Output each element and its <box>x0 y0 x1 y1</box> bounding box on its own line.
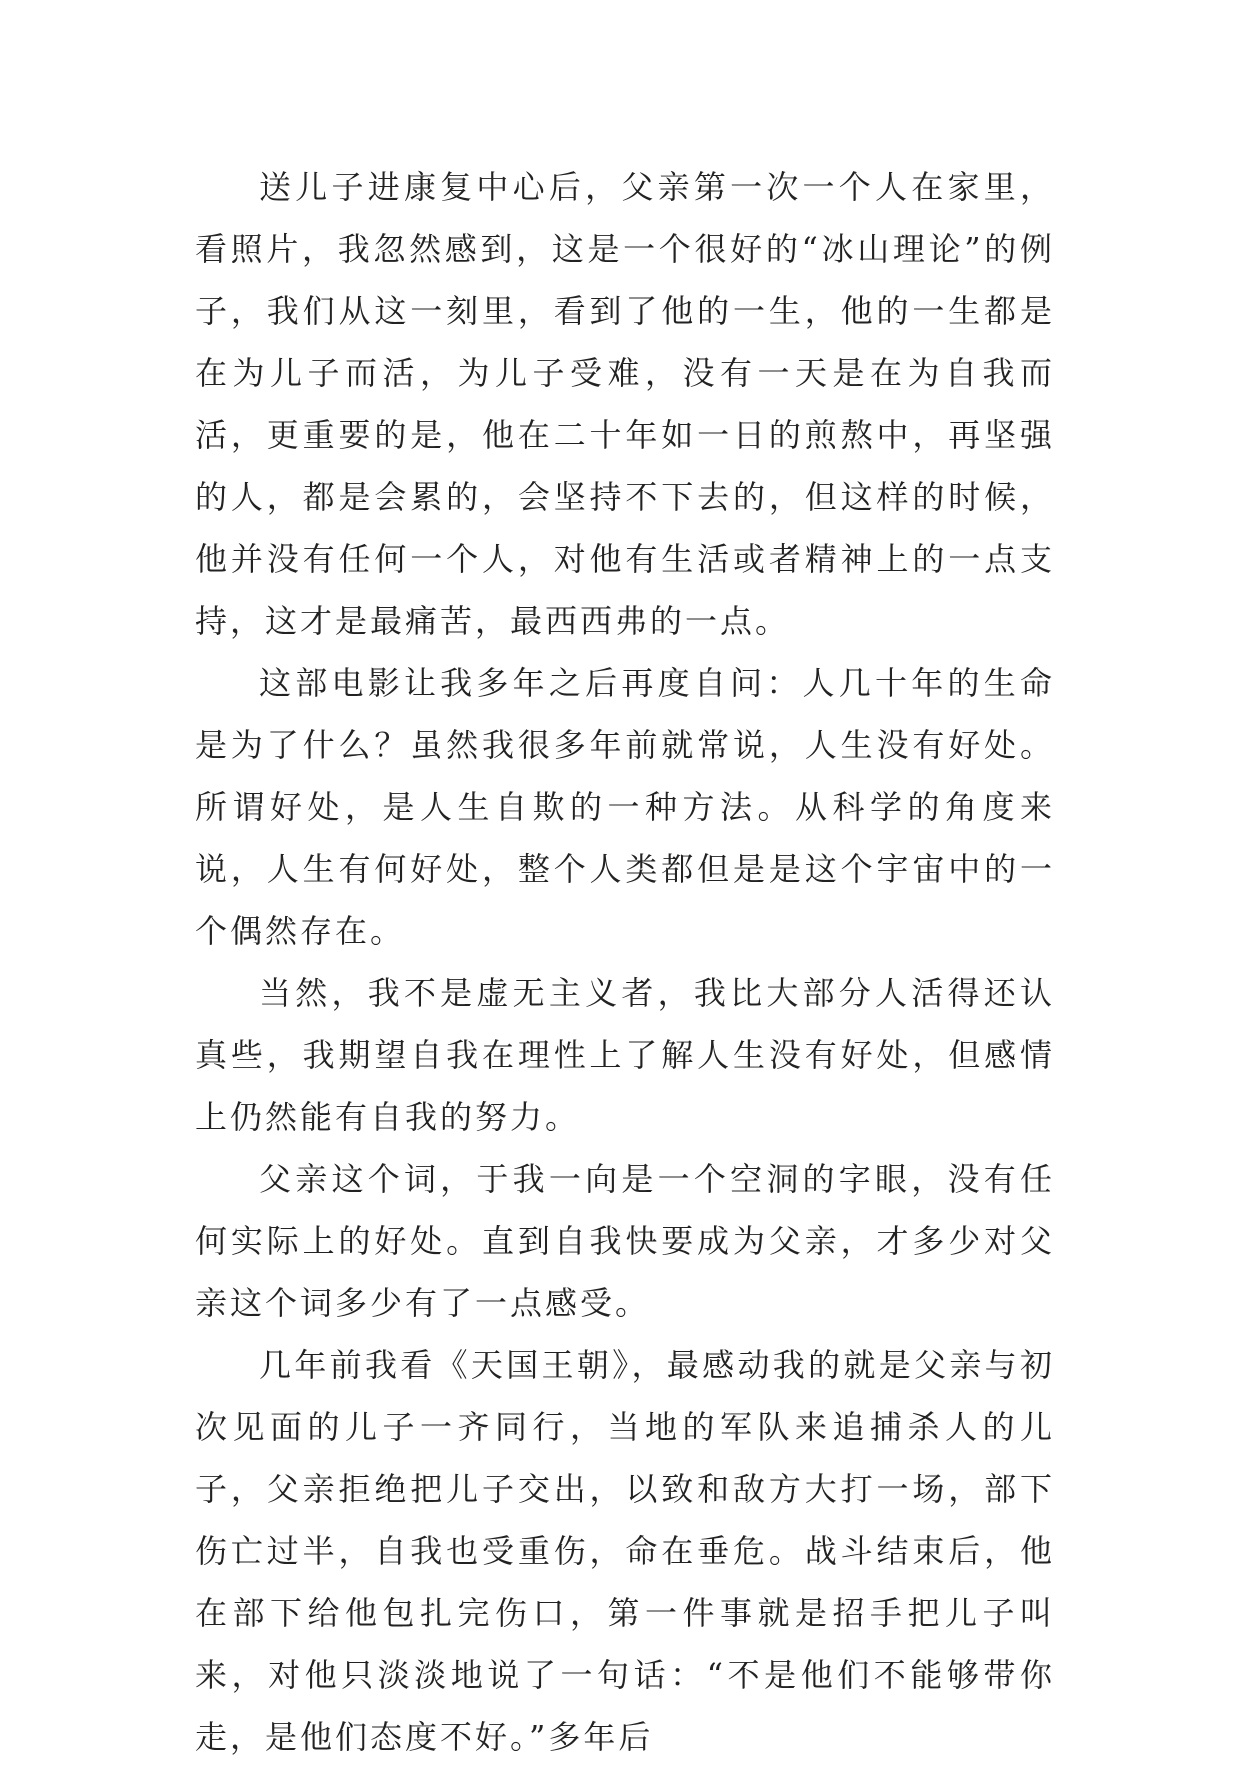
article-body <box>195 156 1055 1768</box>
paragraph: 这部电影让我多年之后再度自问：人几十年的生命是为了什么？虽然我很多年前就常说，人生没有好处。所谓好处，是人生自欺的一种方法。从科学的角度来说，人生有何好处，整个人类都但是是这个宇宙中的一个偶然存在。 <box>195 664 1055 950</box>
paragraph: 送儿子进康复中心后，父亲第一次一个人在家里，看照片，我忽然感到，这是一个很好的“冰山理论”的例子，我们从这一刻里，看到了他的一生，他的一生都是在为儿子而活，为儿子受难，没有一天是在为自我而活，更重要的是，他在二十年如一日的煎熬中，再坚强的人，都是会累的，会坚持不下去的，但这样的时候，他并没有任何一个人，对他有生活或者精神上的一点支持，这才是最痛苦，最西西弗的一点。 <box>195 168 1055 640</box>
paragraph: 几年前我看《天国王朝》，最感动我的就是父亲与初次见面的儿子一齐同行，当地的军队来追捕杀人的儿子，父亲拒绝把儿子交出，以致和敌方大打一场，部下伤亡过半，自我也受重伤，命在垂危。战斗结束后，他在部下给他包扎完伤口，第一件事就是招手把儿子叫来，对他只淡淡地说了一句话：“不是他们不能够带你走，是他们态度不好。”多年后 <box>195 1346 1055 1756</box>
paragraph: 当然，我不是虚无主义者，我比大部分人活得还认真些，我期望自我在理性上了解人生没有好处，但感情上仍然能有自我的努力。 <box>195 974 1055 1136</box>
paragraph: 父亲这个词，于我一向是一个空洞的字眼，没有任何实际上的好处。直到自我快要成为父亲，才多少对父亲这个词多少有了一点感受。 <box>195 1160 1055 1322</box>
